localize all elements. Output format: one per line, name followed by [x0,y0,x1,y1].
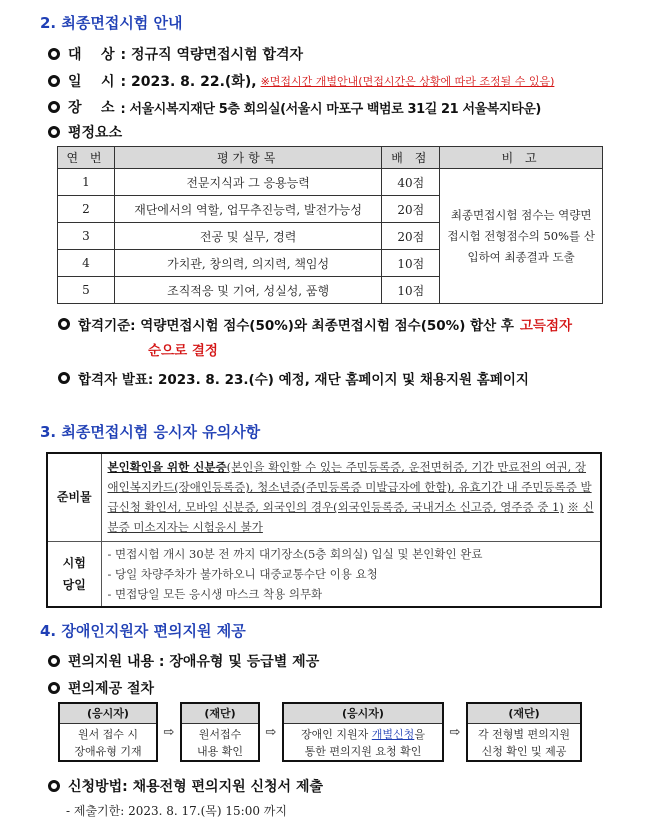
procedure-row [48,678,154,698]
procedure-title: 편의제공 절차 [68,681,155,697]
announcement-text: 합격자 발표: 2023. 8. 23.(수) 예정, 재단 홈페이지 및 채용지원 홈페이지 [78,372,529,388]
flow-step [466,702,582,762]
row-no: 5 [58,277,115,304]
bullet-ring-icon [48,101,60,113]
bullet-ring-icon [48,682,60,694]
table-header-no: 연 번 [58,147,115,169]
flow-step-head: (응시자) [284,704,442,724]
arrow-right-icon: ⇨ [163,724,175,740]
flow-step [180,702,260,762]
exam-day-content [101,541,601,607]
support-content-row [48,651,319,671]
prep-warning: ※ 신분증 미소지자는 시험응시 불가 [107,500,594,535]
section4-title: 4. 장애인지원자 편의지원 제공 [40,622,246,640]
row-no: 4 [58,250,115,277]
list-item: - 면접시험 개시 30분 전 까지 대기장소(5층 회의실) 입실 및 본인확인 완료 [107,546,483,561]
place-value: : 서울시복지재단 5층 회의실(서울시 마포구 백범로 31길 21 서울복지타운) [120,101,541,117]
table-header-note: 비 고 [440,147,603,169]
prep-bold: 본인확인을 위한 신분증 [107,460,227,475]
target-label: 대 상 [68,47,115,63]
procedure-flow [58,702,582,762]
deadline-text: - 제출기한: 2023. 8. 17.(목) 15:00 까지 [66,804,287,818]
row-no: 1 [58,169,115,196]
row-item: 전공 및 실무, 경력 [114,223,381,250]
method-row [48,776,323,796]
table-row [58,169,603,196]
pass-criteria-highlight-cont: 순으로 결정 [148,343,218,359]
date-label: 일 시 [68,74,115,90]
row-score: 20점 [382,196,440,223]
section3-title: 3. 최종면접시험 응시자 유의사항 [40,423,261,441]
list-item: - 면접당일 모든 응시생 마스크 착용 의무화 [107,586,323,601]
date-row [48,71,554,91]
exam-day-row [47,541,601,607]
row-no: 3 [58,223,115,250]
flow-step-body: 장애인 지원자 개별신청을 통한 편의지원 요청 확인 [301,728,425,758]
row-item: 전문지식과 그 응용능력 [114,169,381,196]
row-no: 2 [58,196,115,223]
pass-criteria-highlight: 고득점자 [519,318,573,334]
evaluation-table [57,146,603,304]
date-note: ※면접시간 개별안내(면접시간은 상황에 따라 조정될 수 있음) [260,75,555,88]
flow-step [58,702,158,762]
list-item: - 당일 차량주차가 불가하오니 대중교통수단 이용 요청 [107,566,378,581]
target-row [48,44,303,64]
flow-step-body: 원서 접수 시 장애유형 기재 [74,728,142,758]
row-item: 가치관, 창의력, 의지력, 책임성 [114,250,381,277]
flow-step-body: 원서접수 내용 확인 [196,728,243,758]
flow-step-head: (응시자) [60,704,156,724]
exam-day-label: 시험 당일 [47,541,101,607]
arrow-right-icon: ⇨ [265,724,277,740]
row-score: 20점 [382,223,440,250]
prep-label: 준비물 [47,453,101,541]
place-label: 장 소 [68,100,115,116]
prep-row [47,453,601,541]
pass-criteria-text: 합격기준: 역량면접시험 점수(50%)와 최종면접시험 점수(50%) 합산 후 [78,318,514,334]
method-text: 신청방법: 채용전형 편의지원 신청서 제출 [68,779,324,795]
bullet-ring-icon [58,318,70,330]
table-note: 최종면접시험 점수는 역량면접시험 전형점수의 50%를 산입하여 최종결과 도출 [440,169,603,304]
row-score: 10점 [382,277,440,304]
row-item: 재단에서의 역할, 업무추진능력, 발전가능성 [114,196,381,223]
announcement-row [58,368,529,388]
row-score: 10점 [382,250,440,277]
place-row [48,97,541,117]
bullet-ring-icon [58,372,70,384]
notice-table [46,452,602,608]
bullet-ring-icon [48,75,60,87]
target-value: : 정규직 역량면접시험 합격자 [120,47,304,63]
bullet-ring-icon [48,780,60,792]
flow-step-head: (재단) [468,704,580,724]
criteria-row [48,122,122,142]
row-score: 40점 [382,169,440,196]
date-value: : 2023. 8. 22.(화), [120,74,257,90]
support-content-text: 편의지원 내용 : 장애유형 및 등급별 제공 [68,654,320,670]
flow-step [282,702,444,762]
table-header-score: 배 점 [382,147,440,169]
table-header-item: 평가항목 [114,147,381,169]
flow-step-body: 각 전형별 편의지원 신청 확인 및 제공 [477,728,570,758]
prep-text: (본인을 확인할 수 있는 주민등록증, 운전면허증, 기간 만료전의 여권, 장애인복지카드(장애인등록증), 청소년증(주민등록증 미발급자에 한함), 유효기간 내 주민등록증 발급신청 확인서, 모바일 신분증, 외국인의 경우(외국인등록증, 국내거소 신고증, 영주증 중 1) [107,460,592,515]
criteria-title: 평정요소 [68,125,123,141]
row-item: 조직적응 및 기여, 성실성, 품행 [114,277,381,304]
arrow-right-icon: ⇨ [449,724,461,740]
prep-content [101,453,601,541]
flow-step-head: (재단) [182,704,258,724]
pass-criteria-row [58,314,572,334]
bullet-ring-icon [48,48,60,60]
section2-title: 2. 최종면접시험 안내 [40,14,183,32]
bullet-ring-icon [48,126,60,138]
bullet-ring-icon [48,655,60,667]
